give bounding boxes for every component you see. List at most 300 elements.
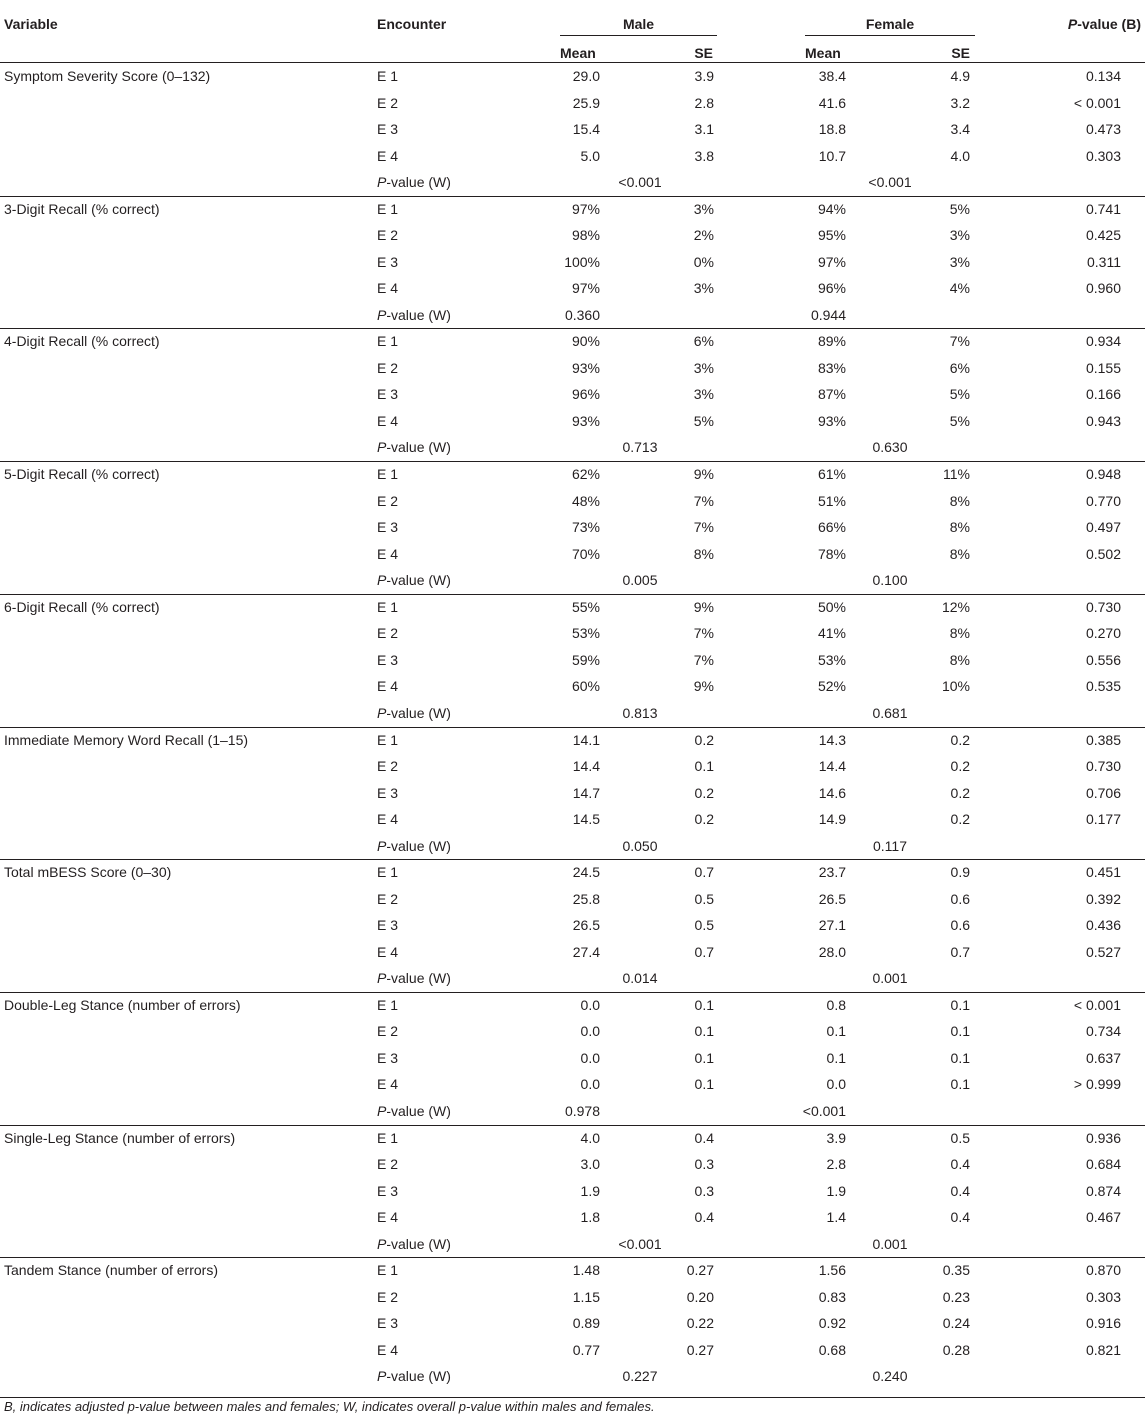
pvalue-w-male: 0.050 bbox=[622, 837, 658, 854]
male-mean-cell: 29.0 bbox=[572, 68, 600, 84]
encounter-cell: E 3 bbox=[377, 1182, 399, 1199]
male-mean-cell: 48% bbox=[571, 492, 600, 509]
pvalue-b-cell: < 0.001 bbox=[1073, 996, 1121, 1013]
group-separator bbox=[0, 859, 1145, 860]
pvalue-w-label-italic: P bbox=[377, 837, 387, 854]
pvalue-b-cell: 0.451 bbox=[1085, 864, 1121, 881]
pvalue-w-label-suffix: -value (W) bbox=[386, 837, 451, 854]
male-se-cell: 3.8 bbox=[694, 147, 714, 164]
pvalue-b-cell: 0.436 bbox=[1085, 917, 1121, 934]
male-se-cell: 0.2 bbox=[694, 811, 714, 827]
variable-label: Single-Leg Stance (number of errors) bbox=[4, 1129, 236, 1146]
variable-label: Tandem Stance (number of errors) bbox=[4, 1262, 218, 1279]
pvalue-b-cell: 0.637 bbox=[1085, 1049, 1121, 1066]
pvalue-b-cell: 0.392 bbox=[1085, 890, 1121, 907]
female-mean-cell: 78% bbox=[817, 545, 846, 562]
pvalue-b-cell: 0.934 bbox=[1085, 333, 1121, 350]
female-mean-cell: 93% bbox=[817, 412, 846, 429]
pvalue-b-cell: 0.916 bbox=[1085, 1315, 1121, 1332]
female-mean-cell: 14.4 bbox=[818, 758, 846, 774]
male-se-cell: 7% bbox=[693, 625, 714, 642]
male-se-cell: 3.9 bbox=[694, 68, 714, 84]
female-mean-cell: 27.1 bbox=[818, 917, 846, 934]
pvalue-w-label-suffix: -value (W) bbox=[386, 439, 451, 456]
encounter-cell: E 4 bbox=[377, 280, 399, 297]
pvalue-b-cell: 0.730 bbox=[1085, 598, 1121, 615]
pvalue-b-cell: 0.177 bbox=[1085, 811, 1121, 827]
male-se-cell: 0.2 bbox=[694, 731, 714, 748]
header-variable: Variable bbox=[4, 16, 58, 32]
female-se-cell: 0.4 bbox=[950, 1209, 970, 1226]
female-se-cell: 0.24 bbox=[942, 1315, 970, 1332]
pvalue-w-male: 0.978 bbox=[564, 1102, 600, 1119]
pvalue-b-cell: 0.556 bbox=[1085, 651, 1121, 668]
female-mean-cell: 50% bbox=[817, 598, 846, 615]
header-male-mean: Mean bbox=[560, 45, 596, 61]
female-mean-cell: 53% bbox=[817, 651, 846, 668]
male-mean-cell: 24.5 bbox=[572, 864, 600, 881]
pvalue-w-male: 0.005 bbox=[622, 572, 658, 589]
group-separator bbox=[0, 1125, 1145, 1126]
pvalue-w-label-suffix: -value (W) bbox=[386, 1235, 451, 1252]
variable-label: Symptom Severity Score (0–132) bbox=[4, 68, 211, 84]
male-mean-cell: 62% bbox=[571, 466, 600, 483]
male-mean-cell: 59% bbox=[571, 651, 600, 668]
male-mean-cell: 25.8 bbox=[572, 890, 600, 907]
pvalue-b-cell: 0.730 bbox=[1085, 758, 1121, 774]
male-se-cell: 0.5 bbox=[694, 917, 714, 934]
pvalue-w-female: <0.001 bbox=[868, 174, 912, 190]
pvalue-w-label-italic: P bbox=[377, 704, 387, 721]
pvalue-w-male: 0.813 bbox=[622, 704, 658, 721]
male-mean-cell: 70% bbox=[571, 545, 600, 562]
male-se-cell: 3% bbox=[693, 200, 714, 217]
encounter-cell: E 3 bbox=[377, 386, 399, 403]
encounter-cell: E 2 bbox=[377, 1156, 399, 1173]
female-se-cell: 4.9 bbox=[950, 68, 970, 84]
male-se-cell: 0.5 bbox=[694, 890, 714, 907]
encounter-cell: E 4 bbox=[377, 1209, 399, 1226]
female-se-cell: 0.6 bbox=[950, 917, 970, 934]
pvalue-w-label-italic: P bbox=[377, 174, 387, 190]
pvalue-b-cell: 0.134 bbox=[1085, 68, 1121, 84]
pvalue-b-cell: 0.303 bbox=[1085, 1288, 1121, 1305]
encounter-cell: E 2 bbox=[377, 890, 399, 907]
encounter-cell: E 3 bbox=[377, 253, 399, 270]
female-se-cell: 0.1 bbox=[950, 1049, 970, 1066]
pvalue-b-cell: 0.535 bbox=[1085, 678, 1121, 695]
male-se-cell: 0.2 bbox=[694, 784, 714, 801]
female-se-cell: 0.2 bbox=[950, 758, 970, 774]
male-se-cell: 3% bbox=[693, 280, 714, 297]
male-se-cell: 0.1 bbox=[694, 996, 714, 1013]
male-mean-cell: 14.1 bbox=[572, 731, 600, 748]
pvalue-b-cell: 0.706 bbox=[1085, 784, 1121, 801]
male-mean-cell: 55% bbox=[571, 598, 600, 615]
encounter-cell: E 2 bbox=[377, 758, 399, 774]
pvalue-w-male: 0.360 bbox=[564, 306, 600, 323]
female-se-cell: 5% bbox=[949, 386, 970, 403]
female-se-cell: 0.7 bbox=[950, 943, 970, 960]
pvalue-b-cell: 0.467 bbox=[1085, 1209, 1121, 1226]
male-mean-cell: 90% bbox=[571, 333, 600, 350]
male-se-cell: 0.4 bbox=[694, 1129, 714, 1146]
male-se-cell: 5% bbox=[693, 412, 714, 429]
male-se-cell: 3.1 bbox=[694, 121, 714, 137]
female-se-cell: 8% bbox=[949, 651, 970, 668]
pvalue-w-label-suffix: -value (W) bbox=[386, 174, 451, 190]
female-se-cell: 0.2 bbox=[950, 784, 970, 801]
pvalue-w-label-suffix: -value (W) bbox=[386, 704, 451, 721]
male-se-cell: 0.7 bbox=[694, 864, 714, 881]
pvalue-b-cell: 0.943 bbox=[1085, 412, 1121, 429]
male-mean-cell: 73% bbox=[571, 519, 600, 536]
male-mean-cell: 1.15 bbox=[572, 1288, 600, 1305]
male-se-cell: 0.1 bbox=[694, 1049, 714, 1066]
female-se-cell: 4% bbox=[949, 280, 970, 297]
encounter-cell: E 1 bbox=[377, 200, 399, 217]
header-female-mean: Mean bbox=[805, 45, 841, 61]
female-se-cell: 4.0 bbox=[950, 147, 970, 164]
male-mean-cell: 15.4 bbox=[572, 121, 600, 137]
header-male-se: SE bbox=[694, 45, 713, 61]
encounter-cell: E 1 bbox=[377, 996, 399, 1013]
female-mean-cell: 1.56 bbox=[818, 1262, 846, 1279]
pvalue-w-label bbox=[377, 970, 451, 986]
male-mean-cell: 97% bbox=[571, 280, 600, 297]
variable-label: Total mBESS Score (0–30) bbox=[4, 864, 172, 881]
pvalue-b-cell: 0.270 bbox=[1085, 625, 1121, 642]
encounter-cell: E 3 bbox=[377, 1049, 399, 1066]
female-mean-cell: 61% bbox=[817, 466, 846, 483]
female-mean-cell: 0.68 bbox=[818, 1341, 846, 1358]
male-se-cell: 6% bbox=[693, 333, 714, 350]
footnote: B, indicates adjusted p-value between males and females; W, indicates overall p-value within males and females. bbox=[4, 1399, 655, 1414]
pvalue-w-label bbox=[377, 572, 451, 588]
pvalue-w-label-italic: P bbox=[377, 306, 387, 323]
male-mean-cell: 93% bbox=[571, 359, 600, 376]
female-mean-cell: 94% bbox=[817, 200, 846, 217]
female-se-cell: 11% bbox=[943, 466, 970, 483]
male-se-cell: 2.8 bbox=[694, 94, 714, 111]
male-mean-cell: 14.4 bbox=[572, 758, 600, 774]
encounter-cell: E 4 bbox=[377, 545, 399, 562]
pvalue-w-label bbox=[377, 838, 451, 854]
header-female: Female bbox=[865, 16, 915, 32]
female-mean-cell: 52% bbox=[817, 678, 846, 695]
encounter-cell: E 1 bbox=[377, 598, 399, 615]
female-mean-cell: 14.9 bbox=[818, 811, 846, 827]
female-se-cell: 5% bbox=[949, 412, 970, 429]
pvalue-b-cell: 0.502 bbox=[1085, 545, 1121, 562]
male-mean-cell: 0.0 bbox=[580, 996, 600, 1013]
female-se-cell: 12% bbox=[941, 598, 970, 615]
encounter-cell: E 2 bbox=[377, 227, 399, 244]
encounter-cell: E 1 bbox=[377, 333, 399, 350]
male-se-cell: 0.7 bbox=[694, 943, 714, 960]
male-mean-cell: 96% bbox=[571, 386, 600, 403]
encounter-cell: E 1 bbox=[377, 731, 399, 748]
group-separator bbox=[0, 461, 1145, 462]
pvalue-b-cell: 0.936 bbox=[1085, 1129, 1121, 1146]
male-mean-cell: 97% bbox=[571, 200, 600, 217]
encounter-cell: E 4 bbox=[377, 1341, 399, 1358]
pvalue-w-label-suffix: -value (W) bbox=[386, 970, 451, 987]
male-mean-cell: 27.4 bbox=[572, 943, 600, 960]
group-separator bbox=[0, 196, 1145, 197]
group-separator bbox=[0, 1257, 1145, 1258]
female-se-cell: 0.4 bbox=[950, 1182, 970, 1199]
male-mean-cell: 0.0 bbox=[580, 1076, 600, 1093]
female-mean-cell: 51% bbox=[817, 492, 846, 509]
variable-label: 4-Digit Recall (% correct) bbox=[4, 333, 160, 350]
pvalue-b-cell: 0.497 bbox=[1085, 519, 1121, 536]
encounter-cell: E 1 bbox=[377, 466, 399, 483]
header-male: Male bbox=[622, 16, 655, 32]
pvalue-b-cell: > 0.999 bbox=[1073, 1076, 1121, 1093]
female-se-cell: 0.4 bbox=[950, 1156, 970, 1173]
pvalue-w-label bbox=[377, 1236, 451, 1252]
encounter-cell: E 3 bbox=[377, 784, 399, 801]
pvalue-w-male: <0.001 bbox=[618, 1235, 662, 1252]
pvalue-w-label bbox=[377, 1368, 451, 1384]
header-encounter: Encounter bbox=[377, 16, 447, 32]
male-mean-cell: 0.89 bbox=[572, 1315, 600, 1332]
female-mean-cell: 95% bbox=[817, 227, 846, 244]
female-mean-cell: 38.4 bbox=[818, 68, 846, 84]
male-se-cell: 0.3 bbox=[694, 1156, 714, 1173]
variable-label: 5-Digit Recall (% correct) bbox=[4, 466, 160, 483]
encounter-cell: E 3 bbox=[377, 519, 399, 536]
pvalue-w-male: 0.227 bbox=[622, 1368, 658, 1385]
female-mean-cell: 0.83 bbox=[818, 1288, 846, 1305]
encounter-cell: E 4 bbox=[377, 147, 399, 164]
male-se-cell: 0.4 bbox=[694, 1209, 714, 1226]
male-mean-cell: 93% bbox=[571, 412, 600, 429]
pvalue-b-cell: 0.684 bbox=[1085, 1156, 1121, 1173]
group-separator bbox=[0, 328, 1145, 329]
pvalue-w-label bbox=[377, 174, 451, 190]
group-separator bbox=[0, 594, 1145, 595]
encounter-cell: E 1 bbox=[377, 68, 399, 84]
pvalue-w-label-italic: P bbox=[377, 1235, 387, 1252]
male-se-cell: 0.1 bbox=[694, 758, 714, 774]
female-se-cell: 0.6 bbox=[950, 890, 970, 907]
header-pvalue-b bbox=[1068, 16, 1141, 32]
female-mean-cell: 0.8 bbox=[826, 996, 846, 1013]
encounter-cell: E 2 bbox=[377, 94, 399, 111]
encounter-cell: E 3 bbox=[377, 651, 399, 668]
female-mean-cell: 10.7 bbox=[818, 147, 846, 164]
female-underline bbox=[805, 35, 975, 36]
pvalue-w-male: <0.001 bbox=[618, 174, 662, 190]
male-se-cell: 7% bbox=[693, 519, 714, 536]
female-se-cell: 0.1 bbox=[950, 1076, 970, 1093]
pvalue-b-cell: 0.425 bbox=[1085, 227, 1121, 244]
male-se-cell: 0.27 bbox=[686, 1262, 714, 1279]
pvalue-w-label-suffix: -value (W) bbox=[386, 572, 451, 589]
pvalue-b-cell: 0.734 bbox=[1085, 1023, 1121, 1040]
male-mean-cell: 98% bbox=[571, 227, 600, 244]
encounter-cell: E 2 bbox=[377, 1023, 399, 1040]
encounter-cell: E 3 bbox=[377, 1315, 399, 1332]
encounter-cell: E 3 bbox=[377, 121, 399, 137]
pvalue-b-cell: 0.770 bbox=[1085, 492, 1121, 509]
male-mean-cell: 53% bbox=[571, 625, 600, 642]
encounter-cell: E 4 bbox=[377, 412, 399, 429]
female-mean-cell: 0.92 bbox=[818, 1315, 846, 1332]
pvalue-w-female: 0.001 bbox=[872, 1235, 908, 1252]
encounter-cell: E 1 bbox=[377, 864, 399, 881]
female-mean-cell: 97% bbox=[817, 253, 846, 270]
pvalue-b-cell: 0.874 bbox=[1085, 1182, 1121, 1199]
header-pvalue-b-suffix: -value (B) bbox=[1077, 16, 1141, 32]
encounter-cell: E 2 bbox=[377, 492, 399, 509]
pvalue-b-cell: < 0.001 bbox=[1073, 94, 1121, 111]
male-mean-cell: 4.0 bbox=[580, 1129, 600, 1146]
pvalue-b-cell: 0.385 bbox=[1085, 731, 1121, 748]
female-se-cell: 3% bbox=[949, 253, 970, 270]
variable-label: Immediate Memory Word Recall (1–15) bbox=[4, 731, 249, 748]
female-mean-cell: 1.4 bbox=[826, 1209, 846, 1226]
female-mean-cell: 18.8 bbox=[818, 121, 846, 137]
pvalue-w-label-italic: P bbox=[377, 970, 387, 987]
male-se-cell: 0.22 bbox=[686, 1315, 714, 1332]
encounter-cell: E 1 bbox=[377, 1262, 399, 1279]
female-mean-cell: 83% bbox=[817, 359, 846, 376]
pvalue-w-female: 0.240 bbox=[872, 1368, 908, 1385]
male-underline bbox=[560, 35, 717, 36]
male-se-cell: 0.1 bbox=[694, 1023, 714, 1040]
female-mean-cell: 0.1 bbox=[826, 1023, 846, 1040]
female-mean-cell: 41% bbox=[817, 625, 846, 642]
male-mean-cell: 0.77 bbox=[572, 1341, 600, 1358]
header-female-se: SE bbox=[951, 45, 970, 61]
female-mean-cell: 28.0 bbox=[818, 943, 846, 960]
encounter-cell: E 2 bbox=[377, 1288, 399, 1305]
male-se-cell: 0.1 bbox=[694, 1076, 714, 1093]
male-mean-cell: 5.0 bbox=[580, 147, 600, 164]
female-se-cell: 6% bbox=[949, 359, 970, 376]
pvalue-w-label-italic: P bbox=[377, 572, 387, 589]
pvalue-w-female: 0.100 bbox=[872, 572, 908, 589]
encounter-cell: E 4 bbox=[377, 811, 399, 827]
female-mean-cell: 0.0 bbox=[826, 1076, 846, 1093]
male-se-cell: 8% bbox=[693, 545, 714, 562]
female-se-cell: 0.9 bbox=[950, 864, 970, 881]
female-mean-cell: 0.1 bbox=[826, 1049, 846, 1066]
group-separator bbox=[0, 992, 1145, 993]
pvalue-b-cell: 0.960 bbox=[1085, 280, 1121, 297]
encounter-cell: E 3 bbox=[377, 917, 399, 934]
male-se-cell: 0.20 bbox=[686, 1288, 714, 1305]
female-mean-cell: 66% bbox=[817, 519, 846, 536]
female-se-cell: 0.5 bbox=[950, 1129, 970, 1146]
female-se-cell: 0.23 bbox=[942, 1288, 970, 1305]
female-mean-cell: 1.9 bbox=[826, 1182, 846, 1199]
variable-label: 6-Digit Recall (% correct) bbox=[4, 598, 160, 615]
male-mean-cell: 14.7 bbox=[572, 784, 600, 801]
pvalue-w-female: 0.117 bbox=[873, 837, 907, 854]
pvalue-w-male: 0.014 bbox=[622, 970, 658, 987]
pvalue-w-label-italic: P bbox=[377, 1102, 387, 1119]
pvalue-b-cell: 0.155 bbox=[1085, 359, 1121, 376]
male-se-cell: 0.27 bbox=[686, 1341, 714, 1358]
female-mean-cell: 87% bbox=[817, 386, 846, 403]
pvalue-w-label-suffix: -value (W) bbox=[386, 1368, 451, 1385]
pvalue-w-female: 0.681 bbox=[872, 704, 908, 721]
pvalue-b-cell: 0.311 bbox=[1087, 253, 1121, 270]
male-se-cell: 0.3 bbox=[694, 1182, 714, 1199]
female-se-cell: 3% bbox=[949, 227, 970, 244]
male-mean-cell: 100% bbox=[564, 253, 600, 270]
female-se-cell: 5% bbox=[949, 200, 970, 217]
group-separator bbox=[0, 727, 1145, 728]
pvalue-b-cell: 0.948 bbox=[1085, 466, 1121, 483]
male-se-cell: 9% bbox=[693, 678, 714, 695]
male-mean-cell: 1.9 bbox=[580, 1182, 600, 1199]
female-se-cell: 8% bbox=[949, 625, 970, 642]
pvalue-w-label-italic: P bbox=[377, 1368, 387, 1385]
male-mean-cell: 14.5 bbox=[572, 811, 600, 827]
female-se-cell: 0.2 bbox=[950, 731, 970, 748]
encounter-cell: E 4 bbox=[377, 943, 399, 960]
male-mean-cell: 1.8 bbox=[580, 1209, 600, 1226]
female-mean-cell: 96% bbox=[817, 280, 846, 297]
variable-label: Double-Leg Stance (number of errors) bbox=[4, 996, 241, 1013]
female-se-cell: 0.28 bbox=[942, 1341, 970, 1358]
encounter-cell: E 4 bbox=[377, 1076, 399, 1093]
pvalue-b-cell: 0.303 bbox=[1085, 147, 1121, 164]
pvalue-w-female: 0.001 bbox=[872, 970, 908, 987]
male-se-cell: 2% bbox=[693, 227, 714, 244]
pvalue-w-label bbox=[377, 1103, 451, 1119]
male-mean-cell: 0.0 bbox=[580, 1023, 600, 1040]
female-se-cell: 0.1 bbox=[950, 996, 970, 1013]
male-se-cell: 3% bbox=[693, 386, 714, 403]
female-se-cell: 7% bbox=[949, 333, 970, 350]
male-se-cell: 9% bbox=[693, 598, 714, 615]
pvalue-w-label-italic: P bbox=[377, 439, 387, 456]
male-mean-cell: 60% bbox=[571, 678, 600, 695]
male-mean-cell: 25.9 bbox=[572, 94, 600, 111]
encounter-cell: E 2 bbox=[377, 625, 399, 642]
female-mean-cell: 26.5 bbox=[818, 890, 846, 907]
pvalue-w-label-suffix: -value (W) bbox=[386, 1102, 451, 1119]
female-mean-cell: 14.3 bbox=[818, 731, 846, 748]
female-se-cell: 3.4 bbox=[950, 121, 970, 137]
male-se-cell: 7% bbox=[693, 492, 714, 509]
pvalue-b-cell: 0.527 bbox=[1085, 943, 1121, 960]
male-mean-cell: 1.48 bbox=[572, 1262, 600, 1279]
female-mean-cell: 89% bbox=[817, 333, 846, 350]
table-bottom-rule bbox=[0, 1397, 1145, 1398]
male-mean-cell: 0.0 bbox=[580, 1049, 600, 1066]
female-se-cell: 0.35 bbox=[942, 1262, 970, 1279]
male-mean-cell: 26.5 bbox=[572, 917, 600, 934]
female-se-cell: 8% bbox=[949, 545, 970, 562]
pvalue-w-female: 0.944 bbox=[810, 306, 846, 323]
pvalue-w-label bbox=[377, 439, 451, 455]
female-se-cell: 0.2 bbox=[950, 811, 970, 827]
pvalue-w-label bbox=[377, 307, 451, 323]
female-se-cell: 8% bbox=[949, 492, 970, 509]
pvalue-b-cell: 0.870 bbox=[1085, 1262, 1121, 1279]
male-se-cell: 0% bbox=[693, 253, 714, 270]
female-mean-cell: 41.6 bbox=[818, 94, 846, 111]
male-se-cell: 7% bbox=[693, 651, 714, 668]
variable-label: 3-Digit Recall (% correct) bbox=[4, 200, 160, 217]
